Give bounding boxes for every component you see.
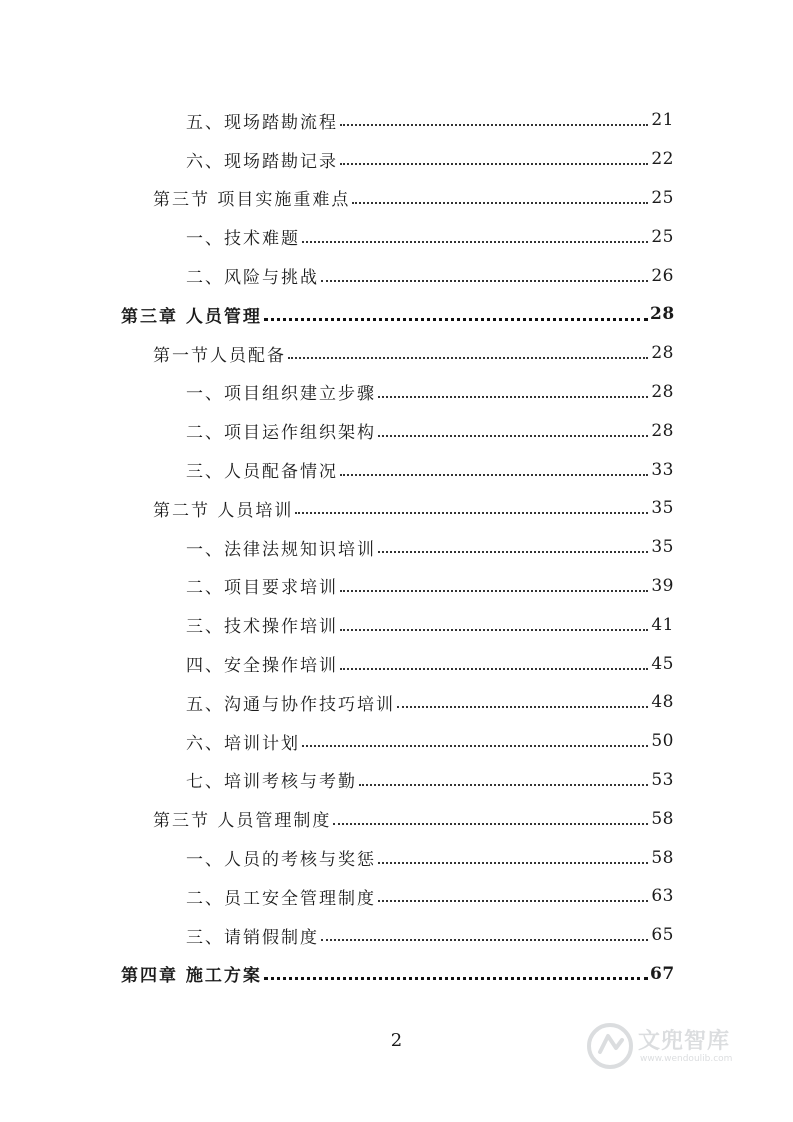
toc-entry-title: 七、培训考核与考勤 — [186, 767, 359, 792]
toc-chapter-title: 第三章 人员管理 — [121, 302, 264, 327]
watermark-text: 文兜智库 — [638, 1029, 731, 1054]
table-of-contents — [0, 101, 793, 993]
toc-entry[interactable] — [186, 528, 674, 567]
toc-entry-title: 二、项目要求培训 — [186, 573, 340, 598]
dot-leader — [288, 357, 648, 359]
dot-leader — [340, 629, 648, 631]
toc-entry-title: 一、人员的考核与奖惩 — [186, 845, 378, 870]
watermark — [586, 1018, 756, 1076]
toc-entry[interactable] — [186, 644, 674, 683]
toc-entry-page: 26 — [651, 265, 674, 286]
dot-leader — [264, 977, 648, 980]
toc-entry-title: 第二节 人员培训 — [153, 496, 295, 521]
toc-entry-title: 六、现场踏勘记录 — [186, 147, 340, 172]
toc-entry-page: 25 — [651, 187, 674, 208]
toc-chapter-title: 第四章 施工方案 — [121, 961, 264, 986]
toc-entry-page: 63 — [651, 886, 674, 907]
toc-entry[interactable] — [186, 256, 674, 295]
toc-entry-title: 二、项目运作组织架构 — [186, 418, 378, 443]
dot-leader — [295, 512, 648, 514]
toc-entry-page: 35 — [651, 498, 674, 519]
toc-chapter[interactable] — [121, 955, 674, 994]
toc-entry-page: 67 — [650, 963, 675, 984]
toc-entry[interactable] — [186, 916, 674, 955]
toc-entry-title: 一、法律法规知识培训 — [186, 535, 378, 560]
toc-section[interactable] — [153, 489, 674, 528]
dot-leader — [359, 784, 648, 786]
dot-leader — [378, 396, 648, 398]
toc-entry[interactable] — [186, 605, 674, 644]
toc-entry-title: 第一节人员配备 — [153, 341, 288, 366]
toc-entry[interactable] — [186, 140, 674, 179]
toc-entry-page: 33 — [651, 459, 674, 480]
toc-entry-title: 三、请销假制度 — [186, 923, 321, 948]
toc-entry-title: 第三节 人员管理制度 — [153, 806, 333, 831]
dot-leader — [378, 551, 648, 553]
dot-leader — [321, 939, 648, 941]
toc-entry-page: 21 — [651, 110, 674, 131]
toc-entry[interactable] — [186, 450, 674, 489]
dot-leader — [264, 318, 648, 321]
toc-section[interactable] — [153, 179, 674, 218]
toc-entry[interactable] — [186, 683, 674, 722]
dot-leader — [302, 745, 648, 747]
toc-entry-page: 28 — [651, 381, 674, 402]
toc-entry-title: 三、技术操作培训 — [186, 612, 340, 637]
toc-entry[interactable] — [186, 411, 674, 450]
toc-entry-page: 53 — [651, 769, 674, 790]
toc-chapter[interactable] — [121, 295, 674, 334]
dot-leader — [340, 163, 648, 165]
toc-entry-page: 35 — [651, 537, 674, 558]
toc-entry-page: 65 — [651, 925, 674, 946]
toc-entry-title: 五、现场踏勘流程 — [186, 108, 340, 133]
toc-entry-page: 28 — [650, 304, 675, 325]
dot-leader — [340, 474, 648, 476]
toc-entry-page: 39 — [651, 575, 674, 596]
watermark-url: www.wendoulib.com — [640, 1054, 733, 1064]
toc-entry-title: 五、沟通与协作技巧培训 — [186, 690, 397, 715]
toc-entry[interactable] — [186, 761, 674, 800]
toc-entry-page: 41 — [651, 614, 674, 635]
dot-leader — [378, 862, 648, 864]
toc-entry-page: 48 — [651, 692, 674, 713]
toc-entry-page: 25 — [651, 226, 674, 247]
dot-leader — [333, 823, 648, 825]
toc-section[interactable] — [153, 334, 674, 373]
toc-entry-title: 二、风险与挑战 — [186, 263, 321, 288]
toc-entry[interactable] — [186, 722, 674, 761]
dot-leader — [340, 124, 648, 126]
toc-entry[interactable] — [186, 877, 674, 916]
toc-entry-page: 45 — [651, 653, 674, 674]
toc-entry-page: 58 — [651, 847, 674, 868]
toc-entry-title: 二、员工安全管理制度 — [186, 884, 378, 909]
dot-leader — [397, 706, 648, 708]
dot-leader — [352, 202, 648, 204]
toc-entry[interactable] — [186, 217, 674, 256]
toc-entry-page: 28 — [651, 343, 674, 364]
toc-entry-title: 第三节 项目实施重难点 — [153, 185, 352, 210]
toc-entry-page: 22 — [651, 149, 674, 170]
toc-entry[interactable] — [186, 101, 674, 140]
dot-leader — [378, 435, 648, 437]
watermark-logo-icon — [586, 1022, 634, 1070]
toc-entry-title: 六、培训计划 — [186, 729, 302, 754]
dot-leader — [321, 280, 648, 282]
toc-entry-title: 一、技术难题 — [186, 224, 302, 249]
toc-entry-title: 三、人员配备情况 — [186, 457, 340, 482]
toc-entry-title: 一、项目组织建立步骤 — [186, 379, 378, 404]
dot-leader — [340, 668, 648, 670]
dot-leader — [302, 241, 648, 243]
toc-section[interactable] — [153, 799, 674, 838]
toc-entry[interactable] — [186, 567, 674, 606]
toc-entry-page: 58 — [651, 808, 674, 829]
toc-entry-page: 28 — [651, 420, 674, 441]
dot-leader — [340, 590, 648, 592]
page-number: 2 — [390, 1030, 403, 1051]
toc-entry-title: 四、安全操作培训 — [186, 651, 340, 676]
toc-entry[interactable] — [186, 373, 674, 412]
toc-entry[interactable] — [186, 838, 674, 877]
dot-leader — [378, 900, 648, 902]
toc-entry-page: 50 — [651, 731, 674, 752]
